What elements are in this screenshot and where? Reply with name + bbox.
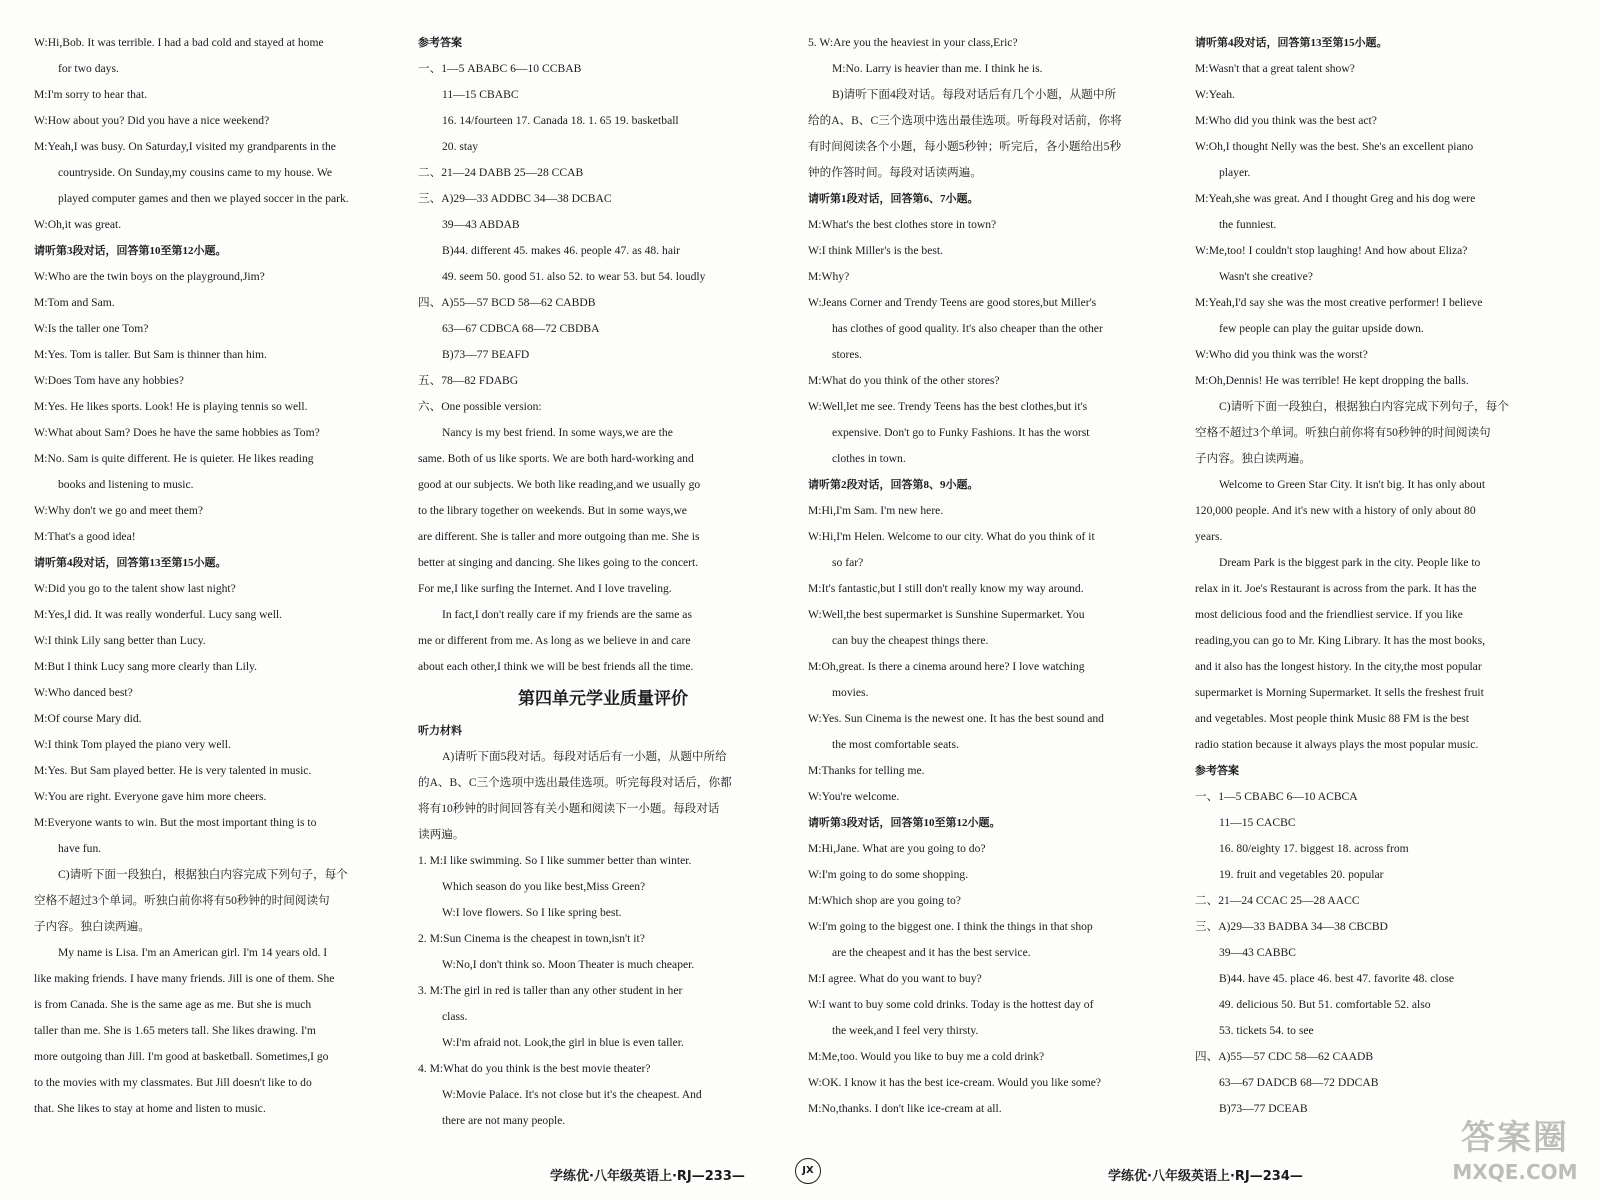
text-line: M:Everyone wants to win. But the most important thing is to [34,816,317,829]
text-line: 二、21—24 DABB 25—28 CCAB [418,166,584,179]
text-line: B)44. have 45. place 46. best 47. favorite 48. close [1219,972,1455,985]
text-line: 钟的作答时间。每段对话读两遍。 [808,166,982,179]
text-line: books and listening to music. [58,478,194,491]
text-line: M:Wasn't that a great talent show? [1195,62,1355,75]
text-line: W:You're welcome. [808,790,900,803]
text-line: 11—15 CBABC [442,88,519,101]
text-line: W:I love flowers. So I like spring best. [442,906,622,919]
text-line: clothes in town. [832,452,906,465]
text-line: reading,you can go to Mr. King Library. It has the most books, [1195,634,1486,647]
text-line: me or different from me. As long as we believe in and care [418,634,691,647]
text-line: same. Both of us like sports. We are both hard-working and [418,452,694,465]
text-line: 请听第3段对话，回答第10至第12小题。 [34,245,227,257]
text-line: 请听第4段对话，回答第13至第15小题。 [34,557,227,569]
text-line: movies. [832,686,869,699]
text-line: about each other,I think we will be best friends all the time. [418,660,694,673]
page-center-mark: JX [795,1158,821,1184]
text-line: W:Oh,it was great. [34,218,122,231]
text-line: A)请听下面5段对话。每段对话后有一小题，从题中所给 [442,750,727,763]
text-line: W:Does Tom have any hobbies? [34,374,184,387]
text-line: 参考答案 [418,37,462,49]
text-line: Dream Park is the biggest park in the city. People like to [1219,556,1481,569]
text-line: 子内容。独白读两遍。 [34,920,150,933]
text-line: M:Which shop are you going to? [808,894,961,907]
text-line: 空格不超过3个单词。听独白前你将有50秒钟的时间阅读句 [34,894,330,907]
text-line: M:That's a good idea! [34,530,136,543]
column-3 [808,30,1180,1122]
text-line: M:Yeah,I'd say she was the most creative performer! I believe [1195,296,1483,309]
text-line: stores. [832,348,862,361]
text-line: Which season do you like best,Miss Green? [442,880,646,893]
text-line: B)请听下面4段对话。每段对话后有几个小题，从题中所 [832,88,1117,101]
text-line: taller than me. She is 1.65 meters tall. She likes drawing. I'm [34,1024,316,1037]
text-line: that. She likes to stay at home and listen to music. [34,1102,266,1115]
text-line: W:I think Tom played the piano very well. [34,738,231,751]
text-line: 空格不超过3个单词。听独白前你将有50秒钟的时间阅读句 [1195,426,1491,439]
column-4 [1195,30,1567,1122]
answer-key-section [418,30,788,680]
text-line: 19. fruit and vegetables 20. popular [1219,868,1384,881]
column-1 [34,30,406,1122]
text-line: W:I'm afraid not. Look,the girl in blue is even taller. [442,1036,684,1049]
text-line: 参考答案 [1195,765,1239,777]
text-line: 49. delicious 50. But 51. comfortable 52. also [1219,998,1431,1011]
text-line: for two days. [58,62,119,75]
text-line: W:You are right. Everyone gave him more cheers. [34,790,267,803]
text-line: more outgoing than Jill. I'm good at basketball. Sometimes,I go [34,1050,329,1063]
text-line: W:Oh,I thought Nelly was the best. She's an excellent piano [1195,140,1474,153]
text-line: few people can play the guitar upside down. [1219,322,1424,335]
text-line: W:What about Sam? Does he have the same hobbies as Tom? [34,426,320,439]
text-line: M:Yeah,she was great. And I thought Greg and his dog were [1195,192,1476,205]
text-line: M:It's fantastic,but I still don't really know my way around. [808,582,1084,595]
text-line: C)请听下面一段独白，根据独白内容完成下列句子，每个 [58,868,348,881]
text-line: 四、A)55—57 CDC 58—62 CAADB [1195,1050,1374,1063]
text-line: 一、1—5 CBABC 6—10 ACBCA [1195,790,1358,803]
text-line: M:No. Sam is quite different. He is quieter. He likes reading [34,452,314,465]
text-line: 六、One possible version: [418,400,542,413]
text-line: B)73—77 BEAFD [442,348,530,361]
text-line: Nancy is my best friend. In some ways,we are the [442,426,673,439]
text-line: M:What do you think of the other stores? [808,374,1000,387]
text-line: 39—43 CABBC [1219,946,1296,959]
text-line: W:I think Miller's is the best. [808,244,943,257]
text-line: most delicious food and the friendliest service. If you like [1195,608,1463,621]
text-line: countryside. On Sunday,my cousins came to my house. We [58,166,333,179]
watermark-url: MXQE.COM [1452,1160,1578,1184]
text-line: can buy the cheapest things there. [832,634,989,647]
text-line: M:Yes. Tom is taller. But Sam is thinner than him. [34,348,267,361]
text-line: 39—43 ABDAB [442,218,520,231]
text-line: M:Yes,I did. It was really wonderful. Lucy sang well. [34,608,283,621]
text-line: M:Why? [808,270,850,283]
text-line: W:How about you? Did you have a nice weekend? [34,114,270,127]
text-line: class. [442,1010,468,1023]
text-line: 听力材料 [418,725,462,737]
text-line: M:But I think Lucy sang more clearly than Lily. [34,660,258,673]
text-line: 5. W:Are you the heaviest in your class,Eric? [808,36,1018,49]
text-line: M:Who did you think was the best act? [1195,114,1377,127]
text-line: W:I'm going to do some shopping. [808,868,969,881]
text-line: 53. tickets 54. to see [1219,1024,1314,1037]
column-2 [418,30,788,1134]
text-line: M:I agree. What do you want to buy? [808,972,982,985]
text-line: W:Hi,I'm Helen. Welcome to our city. What do you think of it [808,530,1095,543]
text-line: 的A、B、C三个选项中选出最佳选项。听完每段对话后，你都 [418,776,732,789]
text-line: the most comfortable seats. [832,738,959,751]
text-line: M:Thanks for telling me. [808,764,925,777]
text-line: M:Yes. But Sam played better. He is very talented in music. [34,764,312,777]
text-line: 49. seem 50. good 51. also 52. to wear 53. but 54. loudly [442,270,706,283]
text-line: good at our subjects. We both like reading,and we usually go [418,478,701,491]
text-line: radio station because it always plays the most popular music. [1195,738,1479,751]
text-line: W:Well,the best supermarket is Sunshine Supermarket. You [808,608,1085,621]
text-line: relax in it. Joe's Restaurant is across from the park. It has the [1195,582,1477,595]
text-line: My name is Lisa. I'm an American girl. I'm 14 years old. I [58,946,328,959]
text-line: M:Yeah,I was busy. On Saturday,I visited my grandparents in the [34,140,336,153]
text-line: expensive. Don't go to Funky Fashions. It has the worst [832,426,1090,439]
text-line: 有时间阅读各个小题，每小题5秒钟；听完后，各小题给出5秒 [808,140,1122,153]
text-line: 四、A)55—57 BCD 58—62 CABDB [418,296,596,309]
text-line: has clothes of good quality. It's also cheaper than the other [832,322,1103,335]
text-line: are the cheapest and it has the best service. [832,946,1031,959]
text-line: 请听第1段对话，回答第6、7小题。 [808,193,979,205]
text-line: M:Hi,Jane. What are you going to do? [808,842,986,855]
text-line: W:I want to buy some cold drinks. Today is the hottest day of [808,998,1094,1011]
text-line: 11—15 CACBC [1219,816,1296,829]
text-line: W:I'm going to the biggest one. I think the things in that shop [808,920,1093,933]
text-line: W:No,I don't think so. Moon Theater is much cheaper. [442,958,695,971]
text-line: 五、78—82 FDABG [418,374,519,387]
text-line: M:I'm sorry to hear that. [34,88,148,101]
text-line: W:Did you go to the talent show last night? [34,582,236,595]
watermark-logo-text: 答案圈 [1461,1118,1569,1158]
page-footer-left: 学练优·八年级英语上·RJ—233— [550,1169,745,1184]
text-line: B)73—77 DCEAB [1219,1102,1308,1115]
text-line: is from Canada. She is the same age as me. But she is much [34,998,312,1011]
text-line: 3. M:The girl in red is taller than any other student in her [418,984,683,997]
text-line: For me,I like surfing the Internet. And I love traveling. [418,582,672,595]
text-line: W:Hi,Bob. It was terrible. I had a bad cold and stayed at home [34,36,324,49]
text-line: W:I think Lily sang better than Lucy. [34,634,206,647]
text-line: 1. M:I like swimming. So I like summer better than winter. [418,854,692,867]
text-line: the week,and I feel very thirsty. [832,1024,979,1037]
text-line: have fun. [58,842,102,855]
text-line: W:Why don't we go and meet them? [34,504,204,517]
text-line: so far? [832,556,864,569]
text-line: the funniest. [1219,218,1277,231]
text-line: W:Who danced best? [34,686,133,699]
text-line: 2. M:Sun Cinema is the cheapest in town,isn't it? [418,932,645,945]
text-line: 20. stay [442,140,479,153]
page-footer-right: 学练优·八年级英语上·RJ—234— [1108,1169,1303,1184]
text-line: W:Yes. Sun Cinema is the newest one. It has the best sound and [808,712,1104,725]
text-line: 一、1—5 ABABC 6—10 CCBAB [418,62,582,75]
listening-material-section [418,718,788,1134]
text-line: to the library together on weekends. But in some ways,we [418,504,687,517]
text-line: In fact,I don't really care if my friends are the same as [442,608,692,621]
text-line: 二、21—24 CCAC 25—28 AACC [1195,894,1360,907]
text-line: 63—67 DADCB 68—72 DDCAB [1219,1076,1379,1089]
text-line: are different. She is taller and more outgoing than me. She is [418,530,700,543]
text-line: 63—67 CDBCA 68—72 CBDBA [442,322,600,335]
text-line: W:Jeans Corner and Trendy Teens are good stores,but Miller's [808,296,1097,309]
text-line: C)请听下面一段独白，根据独白内容完成下列句子，每个 [1219,400,1509,413]
text-line: W:Who are the twin boys on the playground,Jim? [34,270,265,283]
text-line: 请听第2段对话，回答第8、9小题。 [808,479,979,491]
text-line: 请听第3段对话，回答第10至第12小题。 [808,817,1001,829]
text-line: and vegetables. Most people think Music 88 FM is the best [1195,712,1470,725]
text-line: 4. M:What do you think is the best movie theater? [418,1062,651,1075]
text-line: M:No,thanks. I don't like ice-cream at all. [808,1102,1002,1115]
text-line: W:Well,let me see. Trendy Teens has the best clothes,but it's [808,400,1088,413]
text-line: M:Oh,great. Is there a cinema around here? I love watching [808,660,1085,673]
text-line: supermarket is Morning Supermarket. It sells the freshest fruit [1195,686,1484,699]
text-line: years. [1195,530,1223,543]
text-line: played computer games and then we played soccer in the park. [58,192,349,205]
text-line: like making friends. I have many friends. Jill is one of them. She [34,972,335,985]
text-line: W:Me,too! I couldn't stop laughing! And how about Eliza? [1195,244,1468,257]
text-line: 将有10秒钟的时间回答有关小题和阅读下一小题。每段对话 [418,802,720,815]
unit-title: 第四单元学业质量评价 [518,689,688,709]
text-line: M:Hi,I'm Sam. I'm new here. [808,504,944,517]
text-line: W:Who did you think was the worst? [1195,348,1368,361]
watermark-logo [1450,1116,1580,1190]
text-line: 16. 14/fourteen 17. Canada 18. 1. 65 19. basketball [442,114,679,127]
text-line: to the movies with my classmates. But Jill doesn't like to do [34,1076,312,1089]
text-line: W:Is the taller one Tom? [34,322,149,335]
text-line: M:Of course Mary did. [34,712,142,725]
text-line: M:Yes. He likes sports. Look! He is playing tennis so well. [34,400,308,413]
text-line: Welcome to Green Star City. It isn't big. It has only about [1219,478,1486,491]
text-line: 120,000 people. And it's new with a history of only about 80 [1195,504,1476,517]
text-line: player. [1219,166,1251,179]
text-line: M:Oh,Dennis! He was terrible! He kept dropping the balls. [1195,374,1469,387]
text-line: Wasn't she creative? [1219,270,1313,283]
text-line: M:What's the best clothes store in town? [808,218,997,231]
text-line: 请听第4段对话，回答第13至第15小题。 [1195,37,1388,49]
text-line: W:Movie Palace. It's not close but it's the cheapest. And [442,1088,702,1101]
text-line: 给的A、B、C三个选项中选出最佳选项。听每段对话前，你将 [808,114,1122,127]
text-line: 三、A)29—33 BADBA 34—38 CBCBD [1195,920,1388,933]
text-line: M:Tom and Sam. [34,296,115,309]
text-line: 读两遍。 [418,828,465,841]
text-line: M:Me,too. Would you like to buy me a cold drink? [808,1050,1045,1063]
text-line: and it also has the longest history. In the city,the most popular [1195,660,1482,673]
text-line: there are not many people. [442,1114,566,1127]
text-line: B)44. different 45. makes 46. people 47. as 48. hair [442,244,681,257]
text-line: M:No. Larry is heavier than me. I think he is. [832,62,1043,75]
text-line: 子内容。独白读两遍。 [1195,452,1311,465]
text-line: W:Yeah. [1195,88,1235,101]
text-line: 16. 80/eighty 17. biggest 18. across from [1219,842,1409,855]
text-line: better at singing and dancing. She likes going to the concert. [418,556,699,569]
text-line: 三、A)29—33 ADDBC 34—38 DCBAC [418,192,612,205]
text-line: W:OK. I know it has the best ice-cream. Would you like some? [808,1076,1102,1089]
